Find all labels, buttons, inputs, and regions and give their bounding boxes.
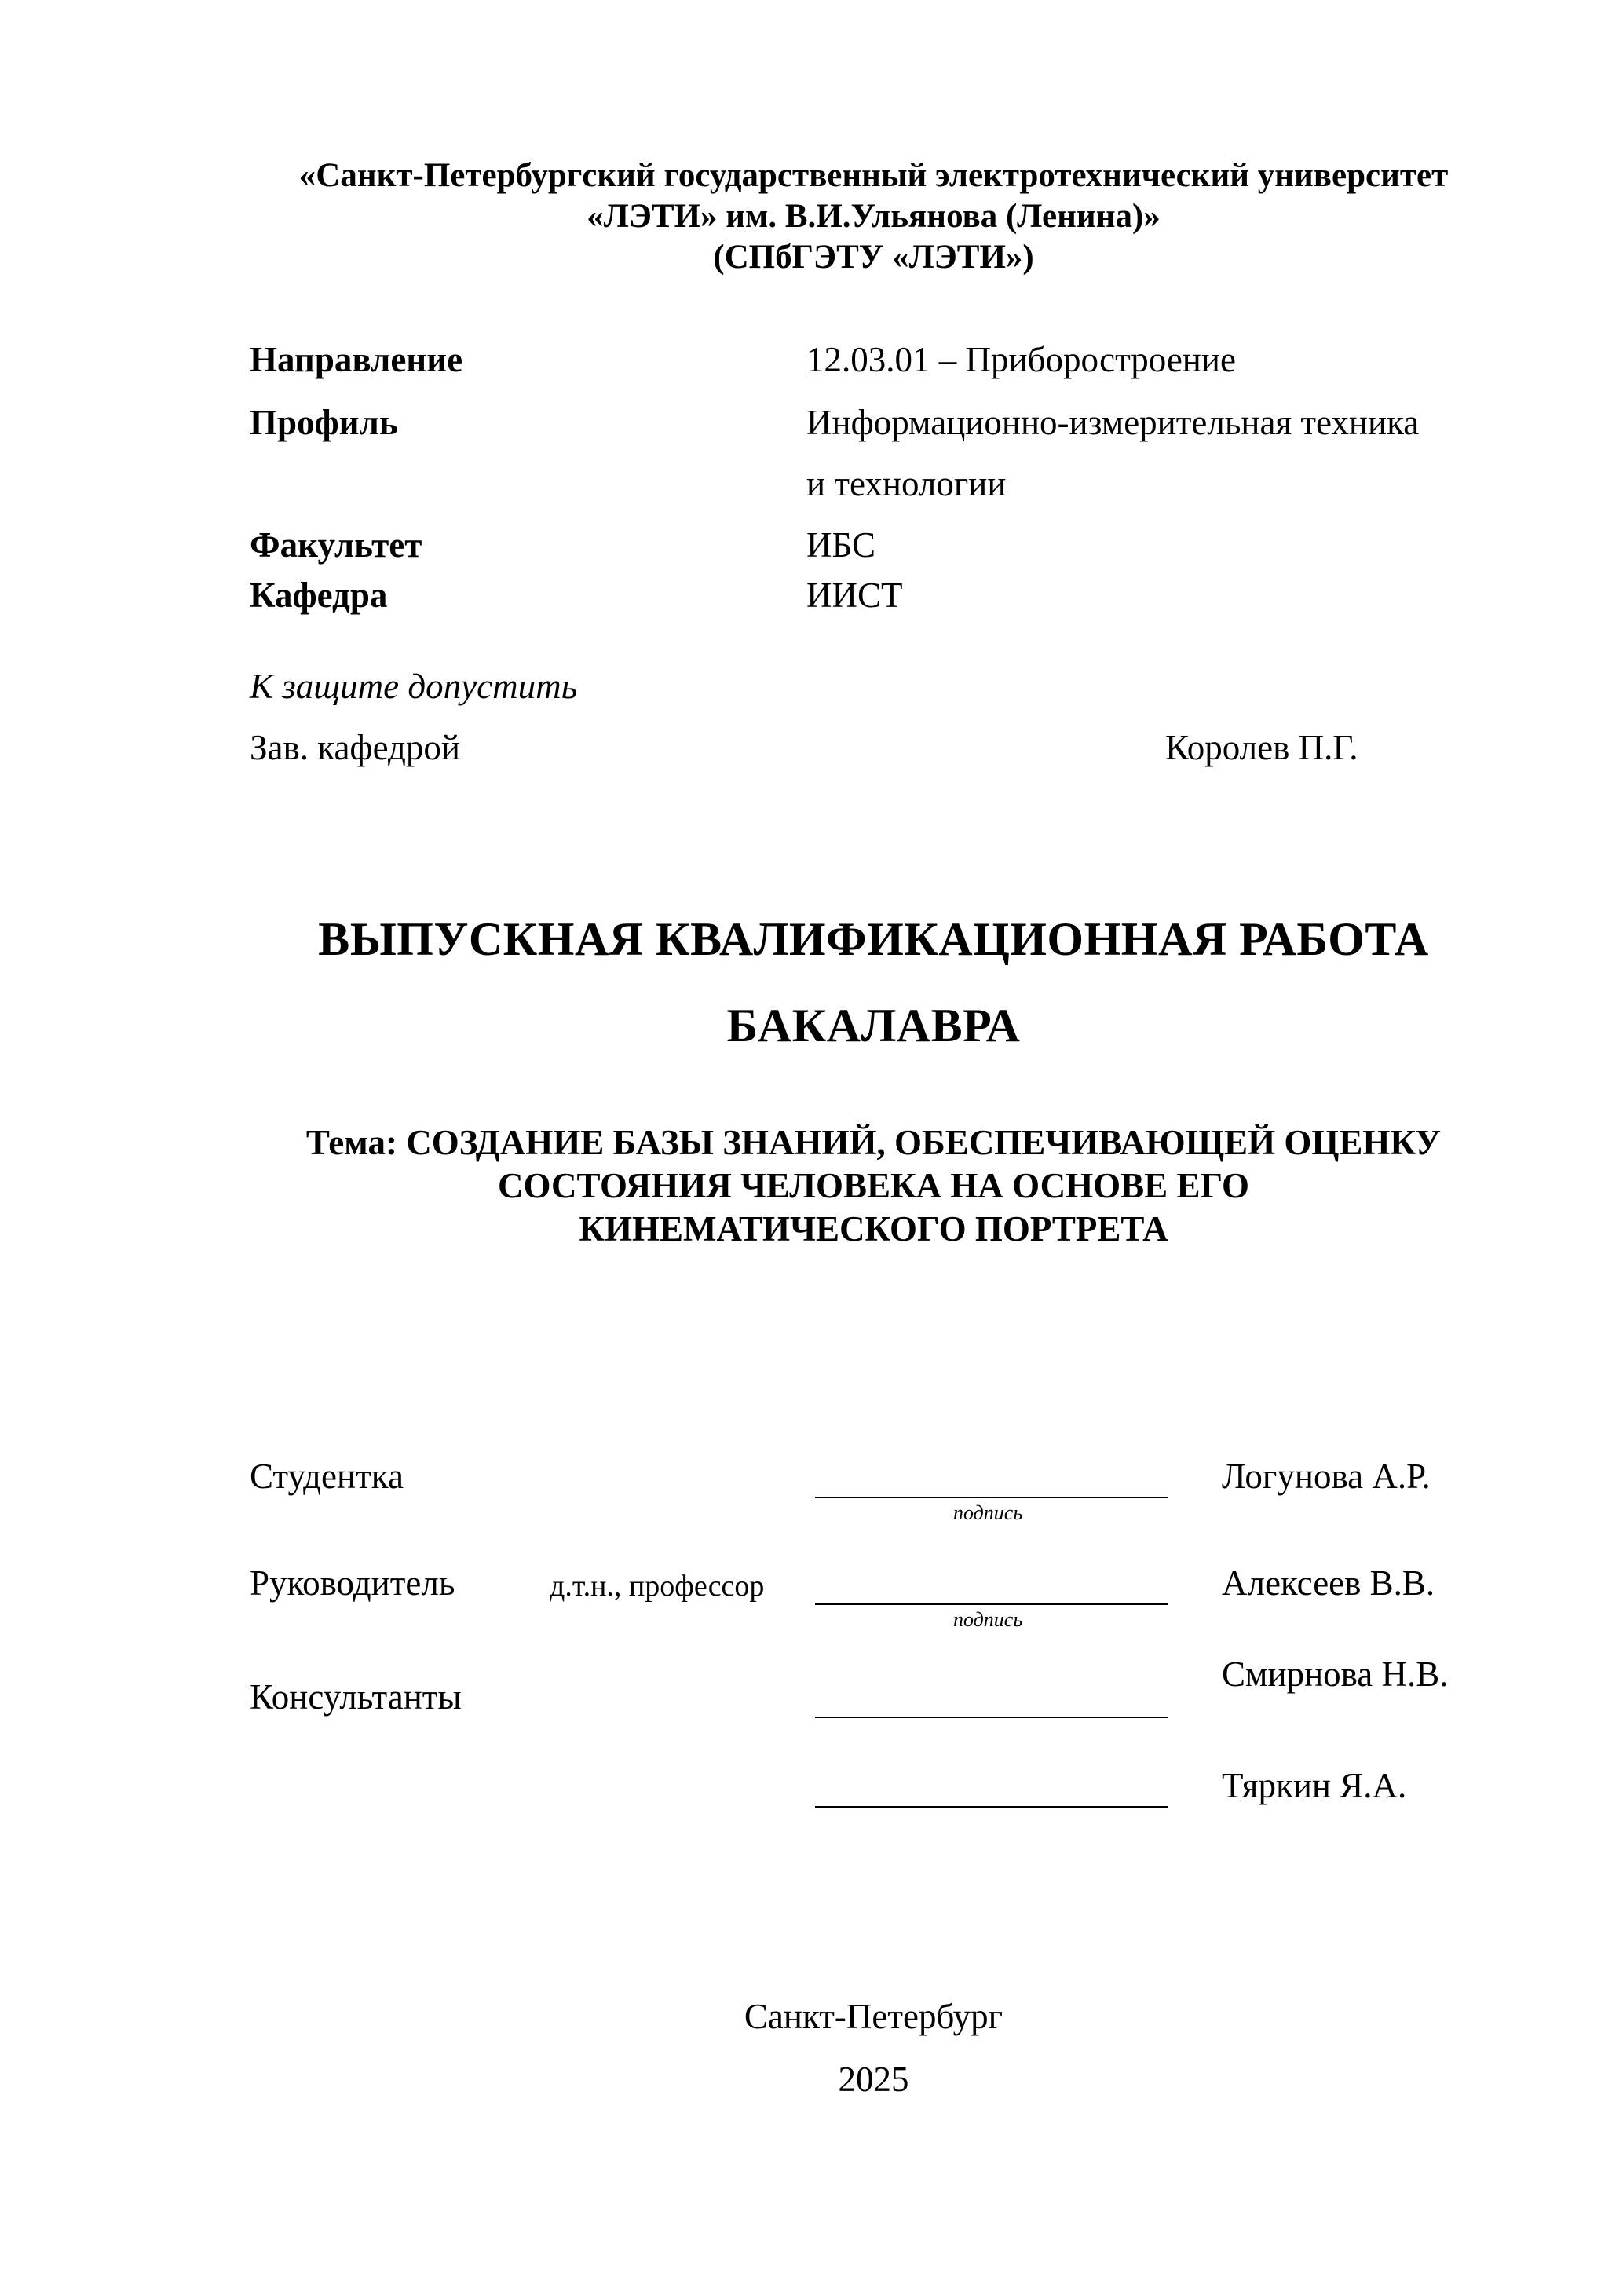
topic-line1: Тема: СОЗДАНИЕ БАЗЫ ЗНАНИЙ, ОБЕСПЕЧИВАЮЩЕЙ ОЦЕНКУ [305,1123,1442,1162]
consultant1-name: Смирнова Н.В. [1222,1654,1449,1694]
head-of-department-label: Зав. кафедрой [250,728,460,767]
department-label: Кафедра [250,576,388,615]
student-signature-line [815,1497,1168,1498]
consultants-label: Консультанты [250,1677,462,1717]
supervisor-academic-title: д.т.н., профессор [550,1570,765,1603]
university-name-line1: «Санкт-Петербургский государственный электротехнический университет [298,157,1449,194]
consultant2-signature-line [815,1806,1168,1808]
university-abbreviation: (СПбГЭТУ «ЛЭТИ») [713,239,1034,276]
student-signature-caption: подпись [953,1501,1023,1524]
student-name: Логунова А.Р. [1222,1457,1431,1496]
university-name-line2: «ЛЭТИ» им. В.И.Ульянова (Ленина)» [587,198,1161,235]
topic-line3: КИНЕМАТИЧЕСКОГО ПОРТРЕТА [579,1209,1168,1249]
consultant2-name: Тяркин Я.А. [1222,1766,1407,1805]
city: Санкт-Петербург [744,1997,1003,2036]
supervisor-signature-caption: подпись [953,1608,1023,1631]
profile-label: Профиль [250,403,398,442]
faculty-label: Факультет [250,525,422,565]
head-of-department-name: Королев П.Г. [1165,728,1358,767]
supervisor-name: Алексеев В.В. [1222,1563,1435,1603]
topic-line2: СОСТОЯНИЯ ЧЕЛОВЕКА НА ОСНОВЕ ЕГО [498,1166,1249,1205]
department-value: ИИСТ [806,576,903,615]
supervisor-signature-line [815,1603,1168,1605]
consultant1-signature-line [815,1717,1168,1718]
thesis-title-line1: ВЫПУСКНАЯ КВАЛИФИКАЦИОННАЯ РАБОТА [318,913,1429,965]
faculty-value: ИБС [806,525,876,565]
profile-value-line2: и технологии [806,464,1007,503]
student-label: Студентка [250,1457,404,1496]
supervisor-label: Руководитель [250,1563,455,1603]
profile-value-line1: Информационно-измерительная техника [806,403,1420,442]
thesis-title-line2: БАКАЛАВРА [726,1000,1021,1051]
direction-label: Направление [250,340,463,379]
direction-value: 12.03.01 – Приборостроение [806,340,1236,379]
year: 2025 [838,2060,909,2099]
admit-to-defense-label: К защите допустить [250,667,578,706]
